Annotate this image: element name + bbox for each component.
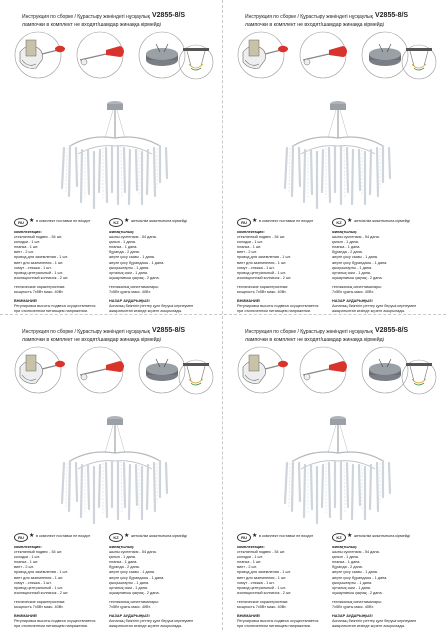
ru-contents-title: комплектация: [14, 545, 42, 549]
ru-contents-item: изоляционный колпачок - 2 шт. [14, 275, 69, 280]
screwdriver-icon [70, 345, 130, 395]
ru-warning-text: Регулировка высоты подвеса осуществляется [14, 619, 96, 624]
kz-contents-title: жинақтылық: [332, 230, 358, 234]
ru-specs-column [237, 230, 329, 314]
kz-contents-title: жинақтылық: [109, 230, 135, 234]
ru-not-included-note: в комплект поставки не входят [36, 219, 91, 223]
kz-warning-text: Аспаның биіктігін реттеу қуат беруші кернеумен [332, 619, 417, 624]
kz-tech-value: 7x5Вт қуаты макс. 40Вт. [332, 605, 374, 610]
availability-notes [14, 218, 214, 228]
assembly-step-1-illustration [231, 345, 291, 395]
ru-badge: RU [14, 218, 28, 227]
kz-tech-title: техникалық сипаттамалары: [332, 599, 382, 604]
ru-warning-title: ВНИМАНИЕ! [237, 614, 261, 619]
kz-contents-item: планка - 1 дана. [109, 245, 138, 250]
ru-tech-title: технические характеристики: [14, 599, 66, 604]
kz-tech-value: 7x5Вт қуаты макс. 40Вт. [109, 605, 151, 610]
availability-notes [237, 218, 437, 228]
ru-contents-item: провод центральный - 1 шт. [237, 585, 286, 590]
kz-not-included-note: жеткізілім жиынтығына кірмейді [354, 534, 410, 538]
star-icon: ★ [29, 533, 35, 539]
sheet-title [22, 329, 217, 335]
ru-contents-item: колодки - 1 шт. [14, 240, 40, 245]
kz-warning-text: Аспаның биіктігін реттеу қуат беруші кернеумен [109, 619, 194, 624]
ru-contents-item: стеклянный подвес - 54 шт. [237, 235, 286, 240]
availability-notes [237, 533, 437, 543]
ru-contents-item: винт - 2 шт. [237, 565, 257, 570]
ru-contents-item: винт для заземления - 1 шт. [14, 575, 64, 580]
ru-contents-item: винт - 2 шт. [237, 250, 257, 255]
kz-contents-item: орталық сым - 1 дана. [109, 270, 148, 275]
ru-contents-item: стеклянный подвес - 54 шт. [237, 550, 286, 555]
ru-contents-item: провод для заземления - 1 шт. [237, 570, 291, 575]
ru-contents-item: винт для заземления - 1 шт. [237, 260, 287, 265]
sheet-title [245, 329, 440, 335]
sheet-title [22, 14, 217, 20]
ru-contents-item: колодки - 1 шт. [237, 240, 263, 245]
kz-not-included-note: жеткізілім жиынтығына кірмейді [131, 534, 187, 538]
ru-badge: RU [14, 533, 28, 542]
model-number: V2855-8/S [152, 12, 186, 19]
kz-badge: KZ [332, 533, 346, 542]
kz-contents-item: оқшаулағыш қақпақ - 2 дана. [109, 590, 160, 595]
screwdriver-icon [293, 30, 353, 80]
kz-contents-item: қысқыштарты - 1 дана. [109, 580, 150, 585]
kz-contents-item: оқшаулағыш қақпақ - 2 дана. [332, 590, 383, 595]
kz-warning-text: ажыратылған кезінде жүзеге асырылады. [332, 624, 406, 629]
kz-contents-title: жинақтылық: [332, 545, 358, 549]
kz-contents-item: орталық сым - 1 дана. [109, 585, 148, 590]
kz-tech-title: техникалық сипаттамалары: [109, 599, 159, 604]
kz-badge: KZ [109, 533, 123, 542]
ru-contents-item: хомут - стяжка - 1 шт. [237, 265, 275, 270]
ru-badge: RU [237, 218, 251, 227]
kz-contents-item: бұранда - 2 дана. [332, 250, 363, 255]
kz-tech-value: 7x5Вт қуаты макс. 40Вт. [332, 290, 374, 295]
wiring-step-icon [175, 40, 217, 80]
model-number: V2855-8/S [152, 327, 186, 334]
star-icon: ★ [124, 533, 130, 539]
ru-badge: RU [237, 533, 251, 542]
title-line: Инструкция по сборке / Құрастыру жөніндегі нұсқаулық [22, 329, 150, 335]
kz-contents-item: бұранда - 2 дана. [109, 565, 140, 570]
instruction-sheet-4 [223, 315, 446, 630]
kz-warning-text: ажыратылған кезінде жүзеге асырылады. [109, 624, 183, 629]
assembly-step-1-illustration [231, 30, 291, 80]
kz-contents-item: қысқыштарты - 1 дана. [109, 265, 150, 270]
availability-notes [14, 533, 214, 543]
ru-warning-text: Регулировка высоты подвеса осуществляется [14, 304, 96, 309]
kz-warning-text: ажыратылған кезінде жүзеге асырылады. [332, 309, 406, 314]
ru-contents-title: комплектация: [237, 545, 265, 549]
ru-contents-item: планка - 1 шт. [14, 245, 39, 250]
model-number: V2855-8/S [375, 12, 409, 19]
star-icon: ★ [252, 533, 258, 539]
kz-contents-item: орталық сым - 1 дана. [332, 270, 371, 275]
ru-contents-item: хомут - стяжка - 1 шт. [14, 580, 52, 585]
kz-contents-item: планка - 1 дана. [332, 560, 361, 565]
star-icon: ★ [124, 218, 130, 224]
chandelier-illustration [50, 98, 180, 216]
chandelier-illustration [50, 413, 180, 531]
title-line: Инструкция по сборке / Құрастыру жөніндегі нұсқаулық [245, 14, 373, 20]
ru-tech-value: мощность 7x5Вт макс. 40Вт. [14, 605, 64, 610]
ru-contents-item: изоляционный колпачок - 2 шт. [237, 275, 292, 280]
kz-warning-text: ажыратылған кезінде жүзеге асырылады. [109, 309, 183, 314]
chandelier-illustration [273, 413, 403, 531]
ru-warning-title: ВНИМАНИЕ! [237, 299, 261, 304]
kz-contents-item: жерге қосу сымы - 1 дана. [109, 570, 155, 575]
assembly-step-1-illustration [8, 30, 68, 80]
star-icon: ★ [29, 218, 35, 224]
kz-contents-item: планка - 1 дана. [109, 560, 138, 565]
kz-specs-column [332, 545, 424, 629]
ru-warning-title: ВНИМАНИЕ! [14, 299, 38, 304]
model-number: V2855-8/S [375, 327, 409, 334]
ru-tech-value: мощность 7x5Вт макс. 40Вт. [237, 605, 287, 610]
ru-contents-item: стеклянный подвес - 54 шт. [14, 550, 63, 555]
kz-tech-title: техникалық сипаттамалары: [109, 284, 159, 289]
instruction-sheet-2 [223, 0, 446, 315]
kz-badge: KZ [332, 218, 346, 227]
kz-contents-item: қалып - 1 дана. [109, 555, 136, 560]
ru-tech-title: технические характеристики: [237, 284, 289, 289]
ru-contents-item: провод центральный - 1 шт. [14, 585, 63, 590]
ru-tech-title: технические характеристики: [14, 284, 66, 289]
kz-contents-item: жерге қосу бұрандасы - 1 дана. [332, 575, 388, 580]
kz-contents-item: қалып - 1 дана. [109, 240, 136, 245]
star-icon: ★ [347, 218, 353, 224]
wiring-step-icon [175, 355, 217, 395]
ru-contents-item: планка - 1 шт. [14, 560, 39, 565]
chandelier-illustration [273, 98, 403, 216]
ru-warning-text: Регулировка высоты подвеса осуществляется [237, 619, 319, 624]
ru-contents-item: стеклянный подвес - 54 шт. [14, 235, 63, 240]
ru-contents-item: винт для заземления - 1 шт. [237, 575, 287, 580]
ru-specs-column [14, 230, 106, 314]
kz-contents-item: жерге қосу сымы - 1 дана. [332, 570, 378, 575]
kz-warning-text: Аспаның биіктігін реттеу қуат беруші кернеумен [109, 304, 194, 309]
assembly-step-1-illustration [8, 345, 68, 395]
instruction-sheet-3 [0, 315, 223, 630]
kz-specs-column [109, 545, 201, 629]
ru-contents-item: изоляционный колпачок - 2 шт. [14, 590, 69, 595]
kz-contents-item: шыны суспензия - 54 дана. [109, 550, 157, 555]
ru-warning-text: Регулировка высоты подвеса осуществляется [237, 304, 319, 309]
ru-contents-item: колодки - 1 шт. [237, 555, 263, 560]
bulbs-note: лампочки в комплект не входят/шамдар жинаққа кірмейді [22, 22, 161, 28]
ru-not-included-note: в комплект поставки не входят [259, 219, 314, 223]
screwdriver-icon [70, 30, 130, 80]
kz-contents-item: жерге қосу сымы - 1 дана. [332, 255, 378, 260]
ru-warning-text: при отключенном питающем напряжении. [14, 624, 88, 629]
kz-contents-item: бұранда - 2 дана. [109, 250, 140, 255]
kz-not-included-note: жеткізілім жиынтығына кірмейді [131, 219, 187, 223]
screwdriver-icon [293, 345, 353, 395]
ru-contents-item: планка - 1 шт. [237, 245, 262, 250]
ru-contents-item: винт для заземления - 1 шт. [14, 260, 64, 265]
ru-contents-title: комплектация: [14, 230, 42, 234]
kz-badge: KZ [109, 218, 123, 227]
bulbs-note: лампочки в комплект не входят/шамдар жинаққа кірмейді [22, 337, 161, 343]
kz-contents-title: жинақтылық: [109, 545, 135, 549]
kz-contents-item: жерге қосу бұрандасы - 1 дана. [109, 260, 165, 265]
ru-contents-item: провод для заземления - 1 шт. [237, 255, 291, 260]
ru-tech-value: мощность 7x5Вт макс. 40Вт. [14, 290, 64, 295]
ru-warning-title: ВНИМАНИЕ! [14, 614, 38, 619]
kz-warning-title: НАЗАР АУДАРЫҢЫЗ! [109, 299, 150, 304]
kz-specs-column [332, 230, 424, 314]
ru-not-included-note: в комплект поставки не входят [36, 534, 91, 538]
ru-contents-item: хомут - стяжка - 1 шт. [14, 265, 52, 270]
ru-tech-value: мощность 7x5Вт макс. 40Вт. [237, 290, 287, 295]
bulbs-note: лампочки в комплект не входят/шамдар жинаққа кірмейді [245, 22, 384, 28]
ru-tech-title: технические характеристики: [237, 599, 289, 604]
ru-contents-item: винт - 2 шт. [14, 250, 34, 255]
kz-contents-item: жерге қосу бұрандасы - 1 дана. [109, 575, 165, 580]
instruction-sheet-1 [0, 0, 223, 315]
ru-contents-item: планка - 1 шт. [237, 560, 262, 565]
ru-warning-text: при отключенном питающем напряжении. [237, 624, 311, 629]
kz-contents-item: планка - 1 дана. [332, 245, 361, 250]
kz-contents-item: қысқыштарты - 1 дана. [332, 265, 373, 270]
ru-contents-item: провод для заземления - 1 шт. [14, 255, 68, 260]
ru-contents-item: провод центральный - 1 шт. [237, 270, 286, 275]
kz-contents-item: қысқыштарты - 1 дана. [332, 580, 373, 585]
ru-specs-column [14, 545, 106, 629]
wiring-step-icon [398, 355, 440, 395]
kz-not-included-note: жеткізілім жиынтығына кірмейді [354, 219, 410, 223]
kz-contents-item: шыны суспензия - 54 дана. [109, 235, 157, 240]
ru-contents-item: провод для заземления - 1 шт. [14, 570, 68, 575]
ru-contents-item: провод центральный - 1 шт. [14, 270, 63, 275]
star-icon: ★ [347, 533, 353, 539]
ru-contents-item: колодки - 1 шт. [14, 555, 40, 560]
kz-warning-title: НАЗАР АУДАРЫҢЫЗ! [109, 614, 150, 619]
kz-contents-item: орталық сым - 1 дана. [332, 585, 371, 590]
ru-contents-title: комплектация: [237, 230, 265, 234]
kz-tech-value: 7x5Вт қуаты макс. 40Вт. [109, 290, 151, 295]
wiring-step-icon [398, 40, 440, 80]
kz-warning-title: НАЗАР АУДАРЫҢЫЗ! [332, 299, 373, 304]
kz-contents-item: шыны суспензия - 54 дана. [332, 550, 380, 555]
ru-contents-item: хомут - стяжка - 1 шт. [237, 580, 275, 585]
ru-warning-text: при отключенном питающем напряжении. [237, 309, 311, 314]
kz-contents-item: қалып - 1 дана. [332, 555, 359, 560]
kz-tech-title: техникалық сипаттамалары: [332, 284, 382, 289]
ru-warning-text: при отключенном питающем напряжении. [14, 309, 88, 314]
sheet-title [245, 14, 440, 20]
title-line: Инструкция по сборке / Құрастыру жөніндегі нұсқаулық [22, 14, 150, 20]
ru-specs-column [237, 545, 329, 629]
kz-warning-text: Аспаның биіктігін реттеу қуат беруші кернеумен [332, 304, 417, 309]
kz-contents-item: оқшаулағыш қақпақ - 2 дана. [109, 275, 160, 280]
kz-warning-title: НАЗАР АУДАРЫҢЫЗ! [332, 614, 373, 619]
star-icon: ★ [252, 218, 258, 224]
kz-contents-item: бұранда - 2 дана. [332, 565, 363, 570]
title-line: Инструкция по сборке / Құрастыру жөніндегі нұсқаулық [245, 329, 373, 335]
ru-contents-item: винт - 2 шт. [14, 565, 34, 570]
bulbs-note: лампочки в комплект не входят/шамдар жинаққа кірмейді [245, 337, 384, 343]
kz-contents-item: жерге қосу сымы - 1 дана. [109, 255, 155, 260]
kz-specs-column [109, 230, 201, 314]
kz-contents-item: шыны суспензия - 54 дана. [332, 235, 380, 240]
ru-not-included-note: в комплект поставки не входят [259, 534, 314, 538]
kz-contents-item: жерге қосу бұрандасы - 1 дана. [332, 260, 388, 265]
kz-contents-item: қалып - 1 дана. [332, 240, 359, 245]
ru-contents-item: изоляционный колпачок - 2 шт. [237, 590, 292, 595]
kz-contents-item: оқшаулағыш қақпақ - 2 дана. [332, 275, 383, 280]
